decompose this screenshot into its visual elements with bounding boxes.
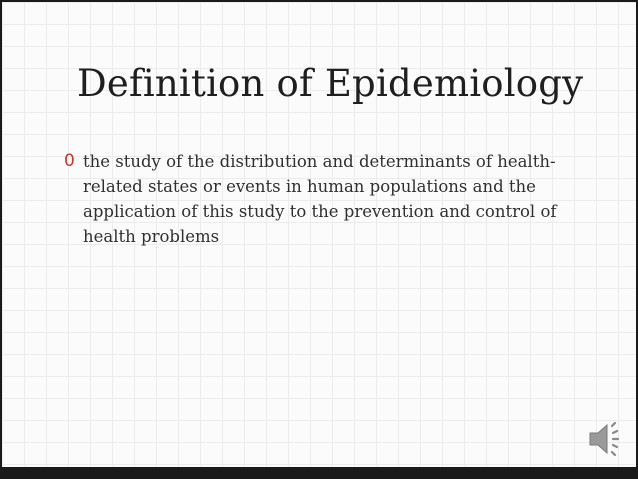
bullet-text: the study of the distribution and determinants of health-related states or events in human populations and the application of this study to the prevention and control of health problems xyxy=(83,152,557,246)
speaker-icon[interactable] xyxy=(587,417,631,461)
bullet-list xyxy=(64,149,584,249)
bullet-item xyxy=(64,149,584,249)
slide-title: Definition of Epidemiology xyxy=(77,62,584,105)
bullet-marker: 0 xyxy=(64,151,75,171)
